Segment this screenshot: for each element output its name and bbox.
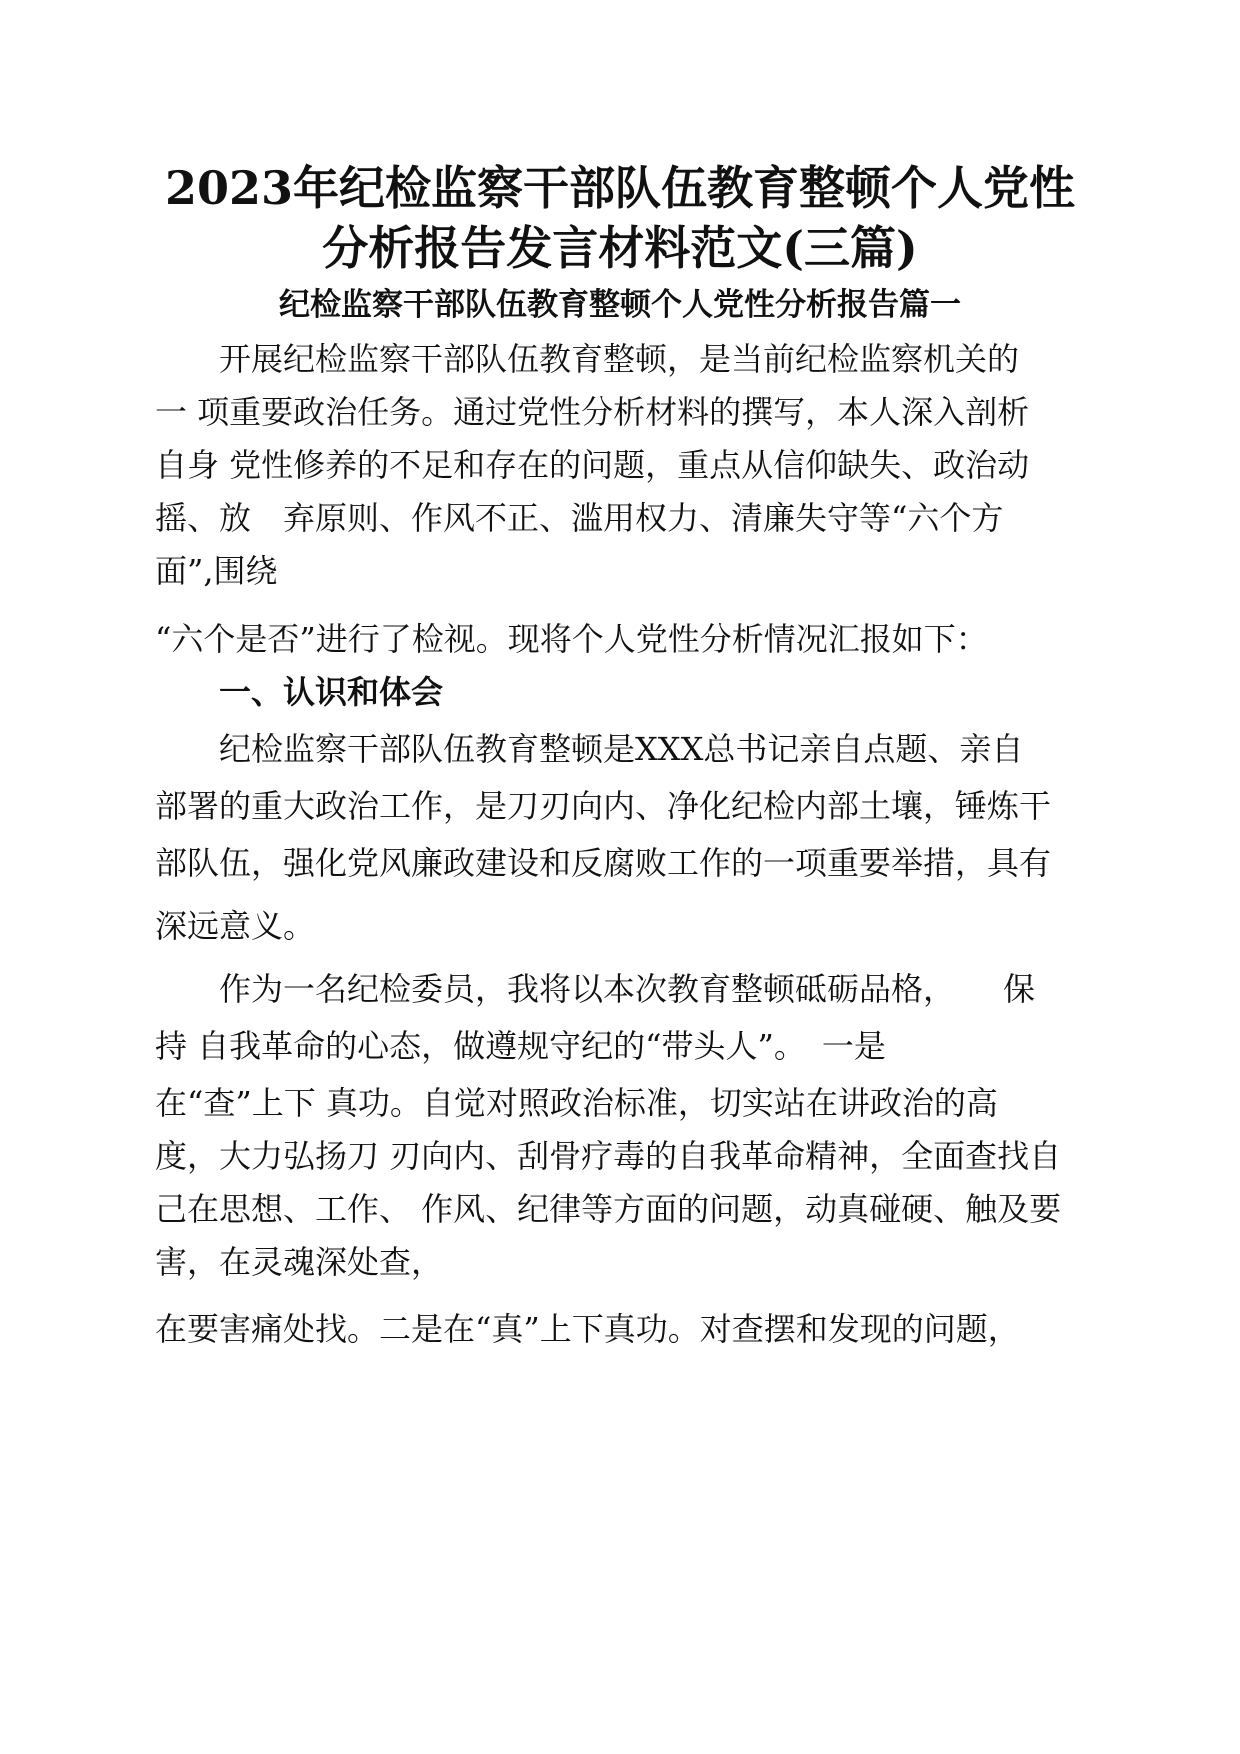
document-title-line-2: 分析报告发言材料范文(三篇)	[322, 221, 918, 275]
body-line: 持 自我革命的心态，做遵规守纪的“带头人”。 一是	[155, 1027, 886, 1065]
body-line: 部署的重大政治工作，是刀刃向内、净化纪检内部土壤，锤炼干	[155, 787, 1052, 825]
document-title-line-1: 2023年纪检监察干部队伍教育整顿个人党性	[164, 161, 1076, 215]
body-line: 作为一名纪检委员，我将以本次教育整顿砥砺品格， 保	[155, 970, 1036, 1008]
body-line: 度，大力弘扬刀 刃向内、刮骨疗毒的自我革命精神，全面查找自	[155, 1137, 1062, 1175]
body-line: 在“查”上下 真功。自觉对照政治标准，切实站在讲政治的高	[155, 1084, 998, 1122]
body-line: 在要害痛处找。二是在“真”上下真功。对查摆和发现的问题，	[155, 1310, 1020, 1348]
section-heading: 一、认识和体会	[155, 673, 444, 711]
section-subtitle: 纪检监察干部队伍教育整顿个人党性分析报告篇一	[279, 287, 961, 323]
body-line: 害，在灵魂深处查，	[155, 1243, 444, 1281]
body-line: 纪检监察干部队伍教育整顿是XXX总书记亲自点题、亲自	[155, 730, 1024, 768]
body-line: “六个是否”进行了检视。现将个人党性分析情况汇报如下：	[155, 620, 988, 658]
body-line: 部队伍，强化党风廉政建设和反腐败工作的一项重要举措，具有	[155, 844, 1052, 882]
body-line: 深远意义。	[155, 907, 316, 945]
body-line: 己在思想、工作、 作风、纪律等方面的问题，动真碰硬、触及要	[155, 1190, 1062, 1228]
body-line: 一 项重要政治任务。通过党性分析材料的撰写，本人深入剖析	[155, 393, 1030, 431]
body-line: 面”,围绕	[155, 552, 278, 590]
body-line: 开展纪检监察干部队伍教育整顿，是当前纪检监察机关的	[155, 340, 1020, 378]
body-line: 摇、放 弃原则、作风不正、滥用权力、清廉失守等“六个方	[155, 499, 1004, 537]
body-line: 自身 党性修养的不足和存在的问题，重点从信仰缺失、政治动	[155, 446, 1030, 484]
